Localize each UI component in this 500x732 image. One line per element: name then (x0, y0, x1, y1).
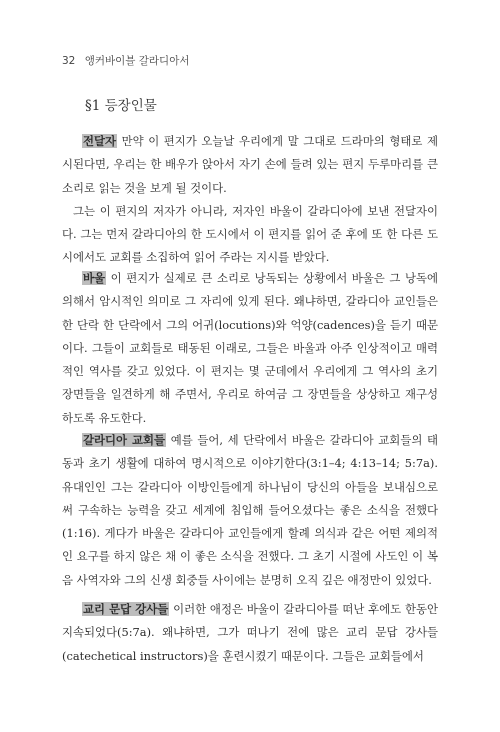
term-highlight: 바울 (83, 271, 106, 285)
term-highlight: 갈라디아 교회들 (83, 433, 166, 447)
page-number: 32 (62, 55, 76, 67)
section-heading: §1 등장인물 (85, 98, 157, 114)
paragraph-text: 만약 이 편지가 오늘날 우리에게 말 그대로 드라마의 형태로 제시된다면, 우리는 한 배우가 앉아서 자기 손에 들려 있는 편지 두루마리를 큰 소리로 읽는 것을 보게 될 것이다. (62, 134, 438, 195)
paragraph-messenger (62, 130, 438, 270)
paragraph-galatian-churches (62, 429, 438, 592)
paragraph-text: 이 편지가 실제로 큰 소리로 낭독되는 상황에서 바울은 그 낭독에 의해서 암시적인 의미로 그 자리에 있게 된다. 왜냐하면, 갈라디아 교인들은 한 단락 한 단락에서 그의 어귀(locutions)와 억양(cadences)을 듣기 때문이다. 그들이 교회들로 태동된 이래로, 그들은 바울과 아주 인상적이고 매력적인 역사를 갖고 있었다. 이 편지는 몇 군데에서 우리에게 그 역사의 초기 장면들을 일견하게 해 주면서, 우리로 하여금 그 장면들을 상상하고 재구성하도록 유도한다. (62, 271, 438, 425)
paragraph-text: 이러한 애정은 바울이 갈라디아를 떠난 후에도 한동안 지속되었다(5:7a). 왜냐하면, 그가 떠나기 전에 많은 교리 문답 강사들(catechetical instructors)을 훈련시켰기 때문이다. 그들은 교회들에서 (62, 602, 439, 663)
paragraph-paul (62, 267, 438, 430)
running-header (62, 53, 190, 68)
running-title: 앵커바이블 갈라디아서 (84, 55, 190, 67)
paragraph-text: 그는 이 편지의 저자가 아니라, 저자인 바울이 갈라디아에 보낸 전달자이다. 그는 먼저 갈라디아의 한 도시에서 이 편지를 읽어 준 후에 또 한 다른 도시에서도 교회를 소집하여 읽어 주라는 지시를 받았다. (62, 203, 438, 265)
paragraph-catechists (62, 598, 438, 668)
term-highlight: 교리 문답 강사들 (83, 602, 169, 616)
term-highlight: 전달자 (83, 134, 117, 148)
paragraph-text: 예를 들어, 세 단락에서 바울은 갈라디아 교회들의 태동과 초기 생활에 대하여 명시적으로 이야기한다(3:1–4; 4:13–14; 5:7a). 유대인인 그는 갈라디아 이방인들에게 하나님이 당신의 아들을 보내심으로써 구속하는 능력을 갖고 세계에 침입해 들어오셨다는 좋은 소식을 전했다(1:16). 게다가 바울은 갈라디아 교인들에게 할례 의식과 같은 어떤 제의적인 요구를 하지 않은 채 이 좋은 소식을 전했다. 그 초기 시절에 사도인 이 복음 사역자와 그의 신생 회중들 사이에는 분명히 오직 깊은 애정만이 있었다. (62, 433, 438, 587)
